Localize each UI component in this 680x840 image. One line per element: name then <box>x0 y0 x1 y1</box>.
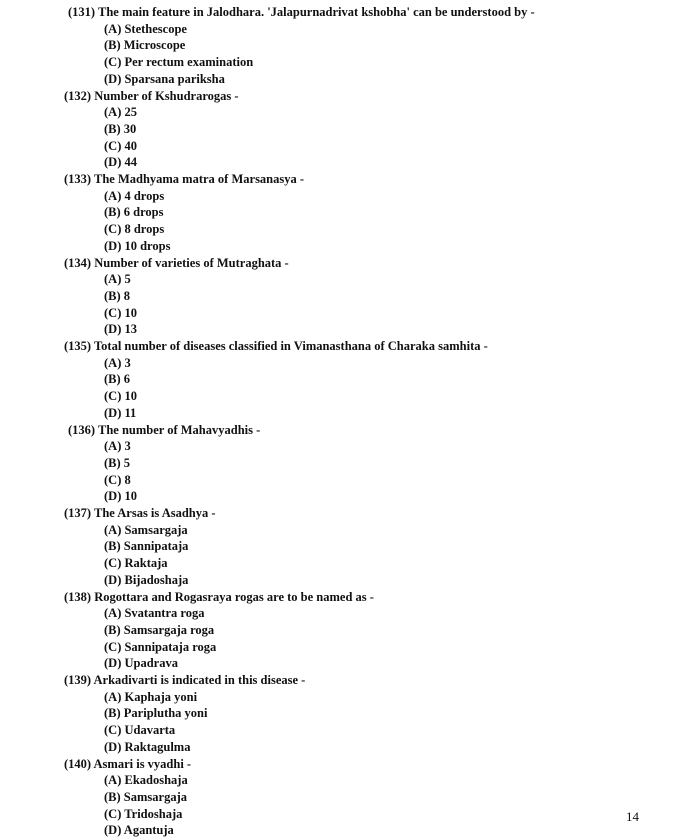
answer-option: (D) 13 <box>104 322 137 337</box>
question-number: (138) <box>64 589 92 604</box>
question-text: The main feature in Jalodhara. 'Jalapurnadrivat kshobha' can be understood by - <box>97 5 535 19</box>
answer-option: (C) Per rectum examination <box>104 55 254 70</box>
answer-option: (A) 3 <box>104 439 131 454</box>
answer-option: (B) Pariplutha yoni <box>104 706 208 721</box>
question-number: (135) <box>64 339 92 353</box>
answer-option: (D) Raktagulma <box>104 739 191 754</box>
answer-option: (C) 8 drops <box>104 222 165 237</box>
question-number: (140) <box>64 756 92 771</box>
answer-option: (D) Sparsana pariksha <box>104 71 225 86</box>
question-stem <box>64 338 488 354</box>
answer-option: (D) 44 <box>104 155 137 170</box>
question-text: Asmari is vyadhi - <box>93 756 192 771</box>
answer-option: (A) 5 <box>104 272 131 287</box>
question-stem <box>68 422 260 438</box>
question-text: Number of Kshudrarogas - <box>94 88 239 103</box>
answer-option: (D) Bijadoshaja <box>104 572 189 587</box>
answer-option: (B) 6 <box>104 372 131 387</box>
answer-option: (B) 8 <box>104 288 131 303</box>
question-text: Arkadivarti is indicated in this disease - <box>93 673 306 687</box>
answer-option: (C) 8 <box>104 472 131 487</box>
answer-option: (A) 4 drops <box>104 188 165 203</box>
answer-option: (A) 25 <box>104 105 137 120</box>
answer-option: (B) Microscope <box>104 38 186 53</box>
answer-option: (D) Agantuja <box>104 823 174 838</box>
question-number: (139) <box>64 673 92 687</box>
answer-option: (A) Samsargaja <box>104 522 188 537</box>
question-number: (131) <box>68 5 96 19</box>
answer-option: (A) Kaphaja yoni <box>104 689 198 704</box>
answer-option: (A) Ekadoshaja <box>104 773 188 788</box>
question-text: The Madhyama matra of Marsanasya - <box>93 172 305 186</box>
answer-option: (C) 10 <box>104 305 137 320</box>
question-stem <box>64 589 374 605</box>
question-stem <box>64 756 191 772</box>
question-stem <box>64 88 239 104</box>
question-stem <box>64 255 289 271</box>
answer-option: (C) Tridoshaja <box>104 806 183 821</box>
question-text: Rogottara and Rogasraya rogas are to be named as - <box>94 589 374 604</box>
question-text: Number of varieties of Mutraghata - <box>94 255 289 270</box>
answer-option: (B) Sannipataja <box>104 539 189 554</box>
answer-option: (B) 6 drops <box>104 205 164 220</box>
question-text: Total number of diseases classified in Vimanasthana of Charaka samhita - <box>93 339 488 353</box>
question-number: (133) <box>64 172 92 186</box>
answer-option: (B) Samsargaja roga <box>104 622 215 637</box>
answer-option: (C) Udavarta <box>104 723 176 738</box>
question-number: (137) <box>64 506 92 520</box>
answer-option: (B) 5 <box>104 455 131 470</box>
question-text: The Arsas is Asadhya - <box>93 506 216 520</box>
answer-option: (D) Upadrava <box>104 656 178 671</box>
question-text: The number of Mahavyadhis - <box>97 422 261 437</box>
question-stem <box>68 4 535 20</box>
answer-option: (B) Samsargaja <box>104 789 187 804</box>
question-stem <box>64 171 304 187</box>
answer-option: (C) Raktaja <box>104 556 168 571</box>
question-stem <box>64 505 216 521</box>
answer-option: (C) 10 <box>104 389 137 404</box>
answer-option: (A) 3 <box>104 355 131 370</box>
answer-option: (D) 11 <box>104 405 137 420</box>
question-number: (132) <box>64 88 92 103</box>
answer-option: (C) Sannipataja roga <box>104 639 217 654</box>
answer-option: (A) Stethescope <box>104 21 187 36</box>
page-number: 14 <box>626 809 639 824</box>
answer-option: (D) 10 <box>104 489 137 504</box>
question-number: (136) <box>68 422 96 437</box>
answer-option: (D) 10 drops <box>104 238 171 253</box>
answer-option: (A) Svatantra roga <box>104 606 205 621</box>
question-stem <box>64 672 305 688</box>
answer-option: (C) 40 <box>104 138 137 153</box>
question-number: (134) <box>64 255 92 270</box>
answer-option: (B) 30 <box>104 121 137 136</box>
